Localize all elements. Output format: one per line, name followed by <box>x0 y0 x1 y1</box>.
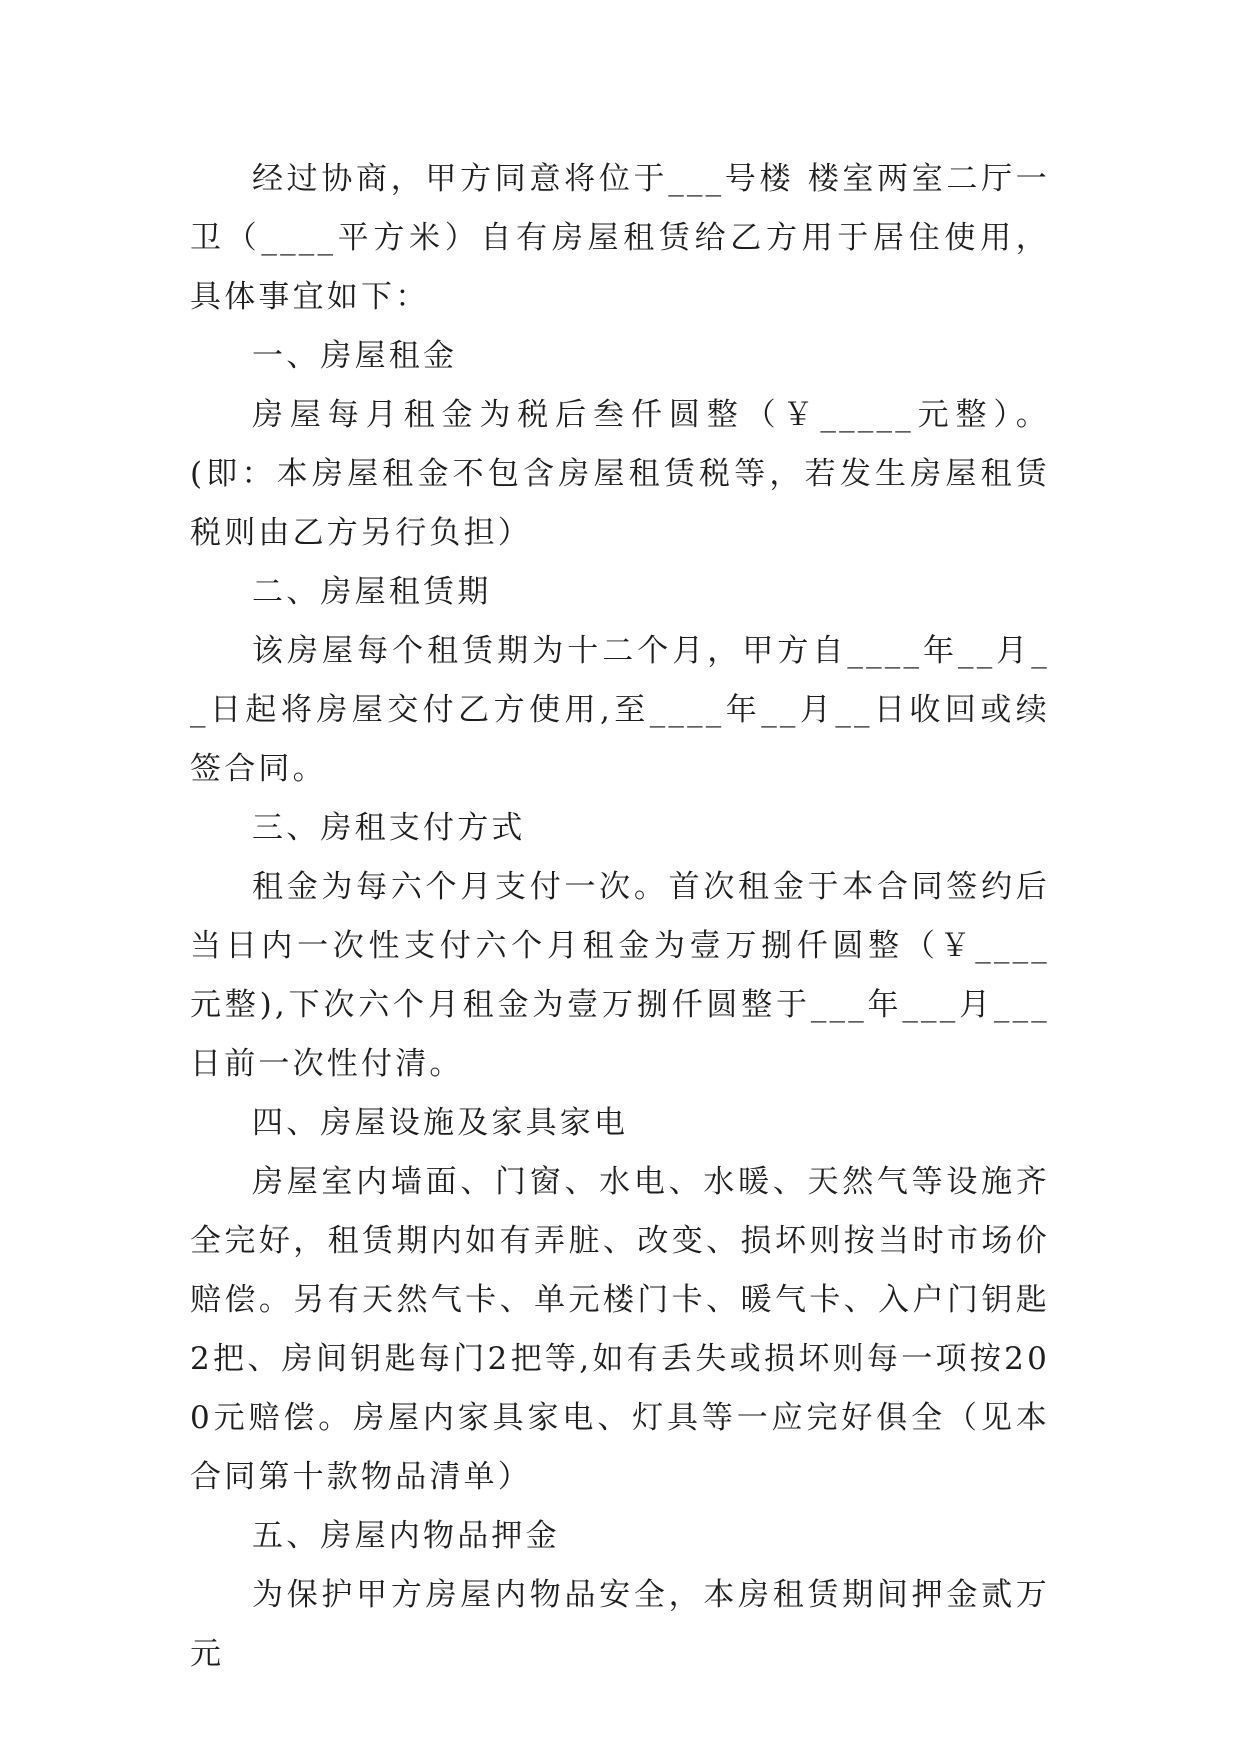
section-4-heading: 四、房屋设施及家具家电 <box>252 1105 629 1141</box>
section-2-paragraph: 该房屋每个租赁期为十二个月，甲方自____年__月__日起将房屋交付乙方使用,至____年__月__日收回或续签合同。 <box>190 633 1050 787</box>
section-4-paragraph: 房屋室内墙面、门窗、水电、水暖、天然气等设施齐全完好，租赁期内如有弄脏、改变、损坏则按当时市场价赔偿。另有天然气卡、单元楼门卡、暖气卡、入户门钥匙2把、房间钥匙每门2把等,如有丢失或损坏则每一项按200元赔偿。房屋内家具家电、灯具等一应完好俱全（见本合同第十款物品清单） <box>190 1164 1050 1495</box>
section-5-heading: 五、房屋内物品押金 <box>252 1518 560 1554</box>
section-2-heading: 二、房屋租赁期 <box>252 574 492 610</box>
section-1-heading: 一、房屋租金 <box>252 338 458 374</box>
contract-body <box>190 150 1050 1684</box>
section-5-paragraph: 为保护甲方房屋内物品安全，本房租赁期间押金贰万元 <box>190 1577 1050 1672</box>
section-3-paragraph: 租金为每六个月支付一次。首次租金于本合同签约后当日内一次性支付六个月租金为壹万捌仟圆整（￥____元整),下次六个月租金为壹万捌仟圆整于___年___月___日前一次性付清。 <box>190 869 1050 1082</box>
section-3-heading: 三、房租支付方式 <box>252 810 526 846</box>
intro-paragraph: 经过协商，甲方同意将位于___号楼 楼室两室二厅一卫（____平方米）自有房屋租赁给乙方用于居住使用，具体事宜如下： <box>190 161 1050 315</box>
section-1-paragraph: 房屋每月租金为税后叁仟圆整（￥_____元整）。(即：本房屋租金不包含房屋租赁税等，若发生房屋租赁税则由乙方另行负担） <box>190 397 1050 551</box>
